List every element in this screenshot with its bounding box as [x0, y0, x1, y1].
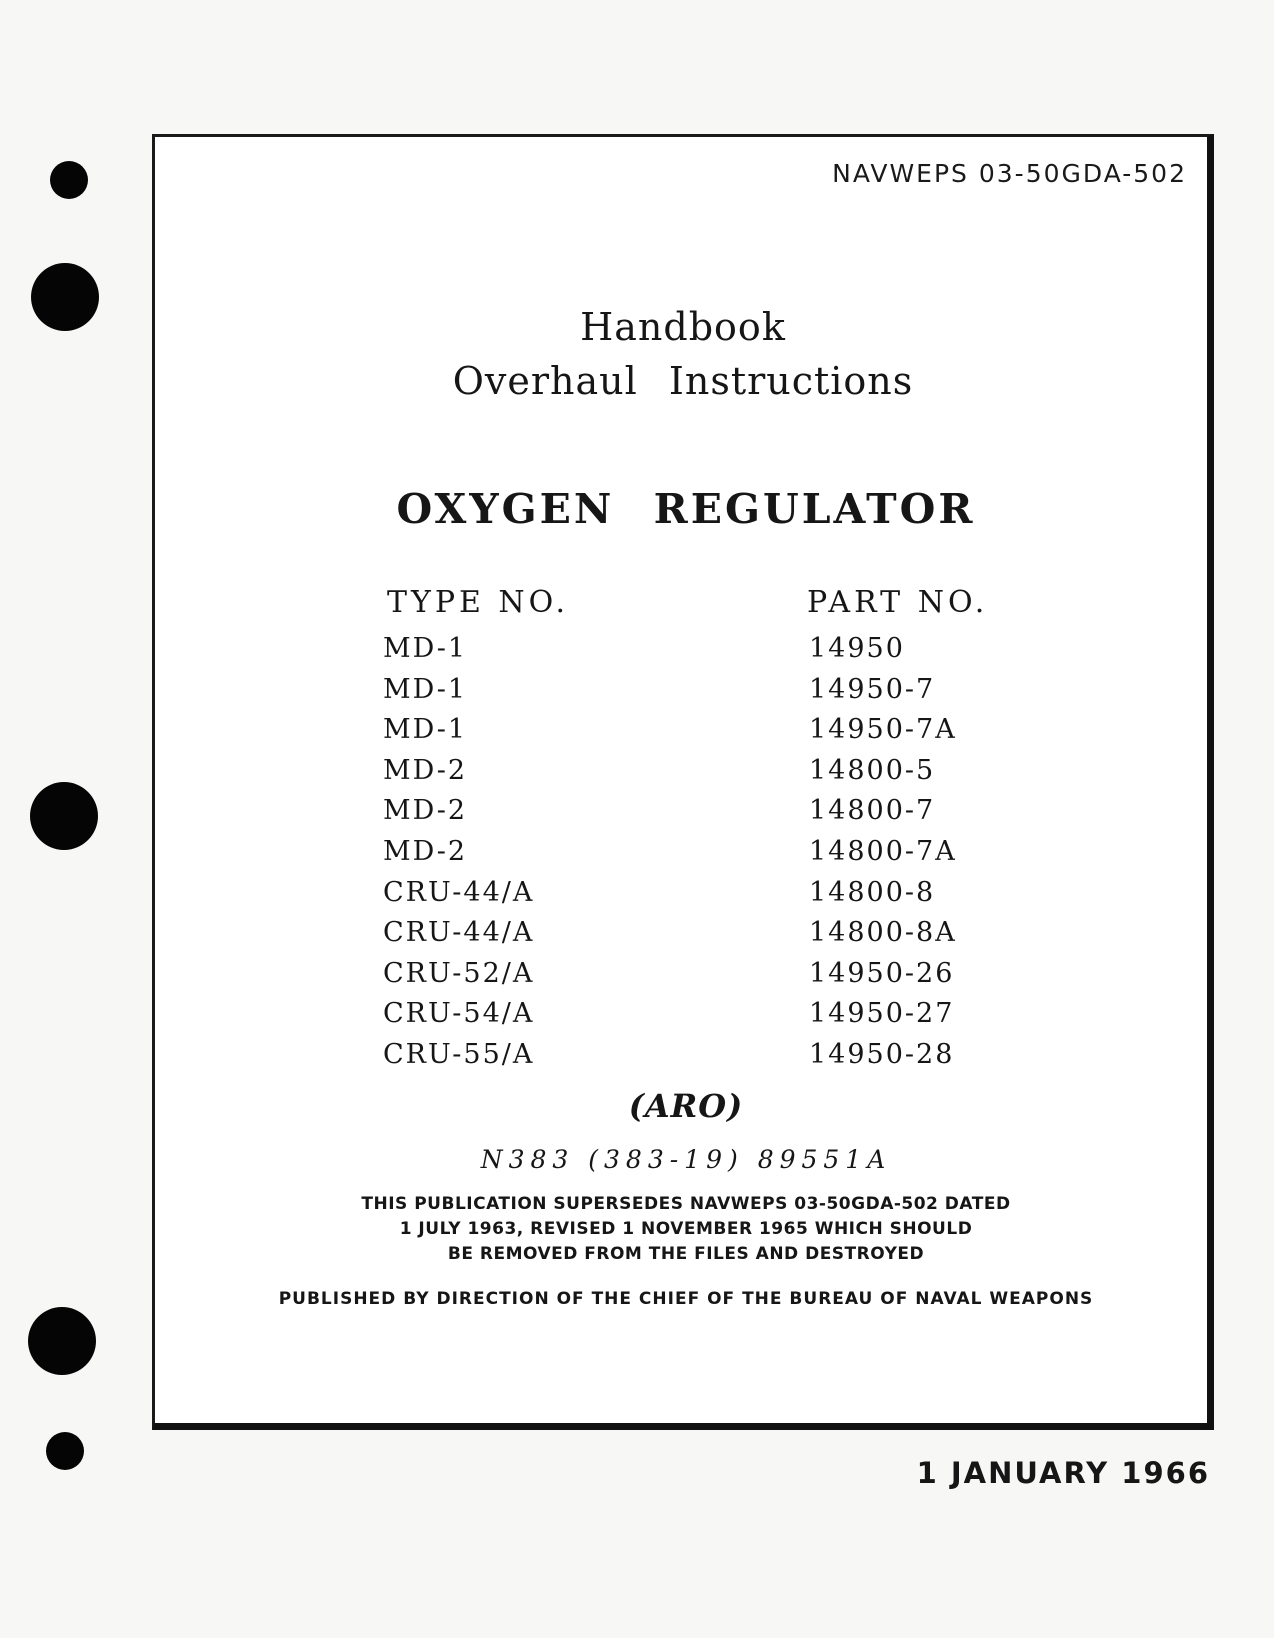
type-number-list	[383, 629, 534, 1076]
binder-hole	[30, 782, 98, 850]
type-number: MD-1	[383, 673, 468, 705]
type-number: CRU-54/A	[383, 998, 535, 1030]
part-number-list	[809, 629, 957, 1076]
type-number: MD-2	[383, 754, 468, 786]
part-number: 14950-26	[809, 957, 955, 989]
binder-hole	[50, 161, 88, 199]
part-number: 14800-7A	[809, 835, 957, 867]
part-number: 14950-7	[809, 673, 936, 705]
part-number: 14950-27	[809, 998, 955, 1030]
type-no-header: TYPE NO.	[387, 585, 570, 620]
part-number: 14800-8	[809, 876, 936, 908]
type-number: CRU-52/A	[383, 957, 535, 989]
handbook-title: Handbook	[580, 305, 786, 349]
part-number: 14800-7	[809, 795, 936, 827]
overhaul-title: Overhaul Instructions	[452, 359, 914, 403]
binder-hole	[46, 1432, 84, 1470]
type-number: MD-2	[383, 795, 468, 827]
cover-frame	[152, 134, 1214, 1430]
document-number: NAVWEPS 03-50GDA-502	[832, 159, 1187, 188]
supersedes-notice	[155, 1192, 1217, 1267]
binder-hole	[28, 1307, 96, 1375]
supersedes-line: BE REMOVED FROM THE FILES AND DESTROYED	[447, 1244, 925, 1264]
part-number: 14800-5	[809, 754, 936, 786]
part-number: 14800-8A	[809, 917, 957, 949]
publication-date: 1 JANUARY 1966	[916, 1456, 1210, 1490]
type-number: MD-1	[383, 633, 468, 664]
published-by: PUBLISHED BY DIRECTION OF THE CHIEF OF THE BUREAU OF NAVAL WEAPONS	[278, 1289, 1094, 1309]
part-number: 14950-28	[809, 1038, 955, 1070]
type-number: CRU-55/A	[383, 1038, 535, 1070]
supersedes-line: 1 JULY 1963, REVISED 1 NOVEMBER 1965 WHICH SHOULD	[399, 1219, 973, 1239]
part-number: 14950	[809, 633, 905, 664]
manufacturer-code: (ARO)	[628, 1087, 744, 1125]
publication-code: N383 (383-19) 89551A	[480, 1145, 892, 1174]
binder-hole	[31, 263, 99, 331]
supersedes-line: THIS PUBLICATION SUPERSEDES NAVWEPS 03-50GDA-502 DATED	[361, 1194, 1011, 1214]
main-title: OXYGEN REGULATOR	[396, 485, 976, 533]
type-number: CRU-44/A	[383, 917, 535, 949]
type-number: CRU-44/A	[383, 876, 535, 908]
type-number: MD-1	[383, 714, 468, 746]
part-no-header: PART NO.	[807, 585, 989, 620]
part-number: 14950-7A	[809, 714, 957, 746]
type-number: MD-2	[383, 835, 468, 867]
